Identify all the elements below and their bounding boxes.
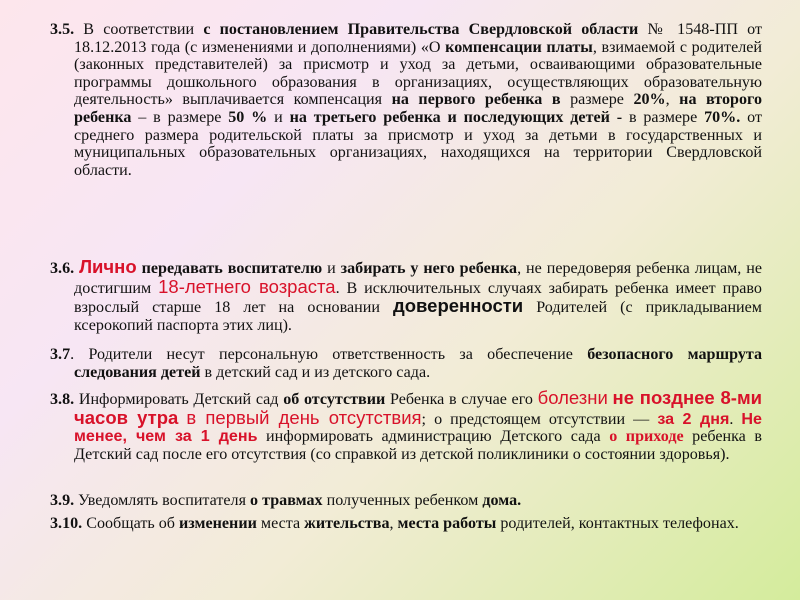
text-run: Сообщать об — [82, 515, 180, 533]
highlight-text: Лично — [79, 256, 137, 278]
text-run: ; о предстоящем отсутствии — — [421, 410, 658, 428]
paragraph-3-8 — [50, 389, 762, 463]
text-run: , не передоверяя ребенка лицам, не достигшим — [74, 260, 762, 297]
item-number: 3.7 — [50, 346, 71, 364]
text-run: , — [665, 91, 680, 109]
text-run: , взимаемой с родителей (законных представителей) за присмотр и уход за детьми, осваивающими образовательные программы дошкольного образования в организациях, осуществляющих образовательную деятельность» выплачивается компенсация — [74, 38, 763, 109]
text-run: размере — [560, 91, 634, 109]
text-run: места — [256, 515, 305, 533]
text-run: и — [267, 109, 290, 127]
item-number: 3.6. — [50, 260, 75, 278]
text-run: . — [729, 410, 742, 428]
item-number: 3.8. — [50, 391, 75, 409]
paragraph-3-7 — [50, 346, 762, 381]
item-number: 3.5. — [50, 21, 75, 39]
bold-text: на второго ребенка — [74, 91, 762, 127]
bold-text: компенсации платы — [445, 38, 593, 56]
bold-text: дома. — [482, 492, 522, 510]
highlight-text: за 2 дня — [657, 409, 730, 428]
text-run: ребенка в Детский сад после его отсутствия (со справкой из детской поликлиники о состоянии здоровья). — [74, 428, 762, 463]
text-run: и — [322, 260, 341, 278]
item-number: 3.10. — [50, 515, 83, 533]
highlight-text: не позднее 8-ми часов утра — [74, 387, 763, 428]
text-run: Ребенка в случае его — [385, 391, 538, 409]
text-run: № 1548-ПП от 18.12.2013 года (с изменениями и дополнениями) «О — [74, 21, 762, 56]
highlight-text: о приходе — [609, 428, 684, 446]
bold-text: 50 % — [228, 109, 268, 127]
paragraph-3-6 — [50, 258, 762, 334]
bold-text: забирать у него ребенка — [340, 260, 518, 278]
bold-text: об отсутствии — [283, 391, 386, 409]
text-run: в размере — [622, 109, 705, 127]
highlight-text: Не менее, чем за 1 день — [74, 409, 762, 446]
bold-text: на третьего ребенка и последующих детей - — [289, 109, 623, 127]
paragraph-3-5 — [50, 21, 762, 179]
bold-text: передавать воспитателю — [141, 260, 323, 278]
text-run: В соответствии — [74, 21, 204, 39]
bold-text: безопасного маршрута следования детей — [74, 346, 763, 381]
text-run: в детский сад и из детского сада. — [200, 363, 431, 381]
text-run: Информировать Детский сад — [74, 391, 284, 409]
text-run: родителей, контактных телефонах. — [496, 515, 739, 533]
bold-text: 20% — [633, 91, 666, 109]
bold-text: на первого ребенка в — [391, 91, 561, 109]
bold-text: о травмах — [250, 492, 323, 510]
bold-text: места работы — [397, 515, 497, 533]
bold-text: изменении — [179, 515, 257, 533]
text-run: . Родители несут персональную ответственность за обеспечение — [70, 346, 588, 364]
text-run: , — [389, 515, 398, 533]
highlight-text: в первый день отсутствия — [186, 406, 422, 428]
paragraph-3-9 — [50, 492, 762, 510]
bold-text: с постановлением Правительства Свердловской области — [203, 21, 639, 39]
highlight-text: болезни — [537, 387, 608, 409]
text-run: – в размере — [131, 109, 229, 127]
text-run: полученных ребенком — [322, 492, 483, 510]
bold-text: доверенности — [392, 295, 524, 317]
text-run: Уведомлять воспитателя — [74, 492, 251, 510]
item-number: 3.9. — [50, 492, 75, 510]
text-run: Родителей (с прикладыванием ксерокопий паспорта этих лиц). — [74, 299, 762, 334]
text-run: . В исключительных случаях забирать ребенка имеет право взрослый старше 18 лет на основании — [74, 279, 762, 317]
highlight-text: 18-летнего возраста — [158, 275, 336, 297]
bold-text: 70%. — [704, 109, 741, 127]
text-run: от среднего размера родительской платы за присмотр и уход за детьми в государственных и муниципальных образовательных организациях, находящихся на территории Свердловской области. — [74, 109, 762, 179]
text-run: информировать администрацию Детского сада — [257, 428, 610, 446]
paragraph-3-10 — [50, 515, 762, 533]
bold-text: жительства — [304, 515, 390, 533]
